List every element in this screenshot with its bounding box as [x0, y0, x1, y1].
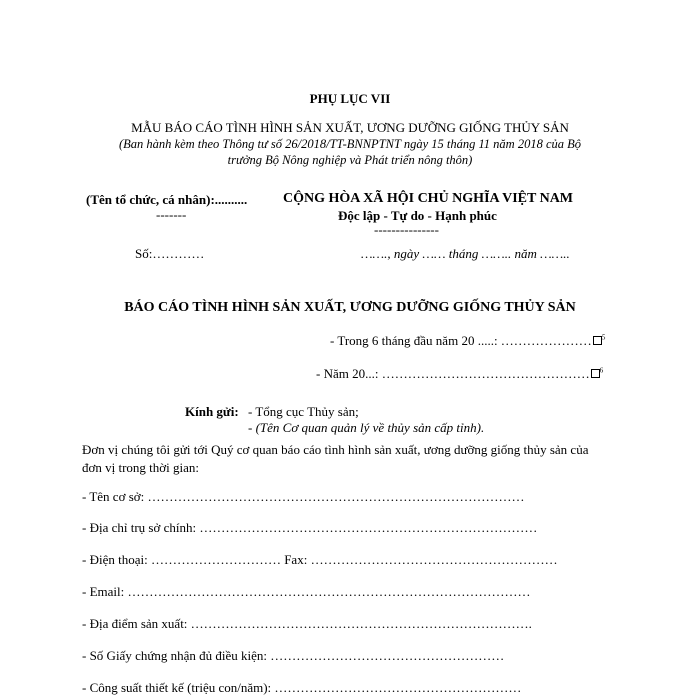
period-half-year — [330, 333, 605, 349]
report-title: BÁO CÁO TÌNH HÌNH SẢN XUẤT, ƯƠNG DƯỠNG GIỐNG THỦY SẢN — [124, 300, 576, 315]
period-year — [316, 366, 603, 382]
form-title: MẪU BÁO CÁO TÌNH HÌNH SẢN XUẤT, ƯƠNG DƯỠNG GIỐNG THỦY SẢN — [131, 120, 569, 135]
checkbox-year[interactable] — [591, 369, 600, 378]
recipient-label: Kính gửi: — [185, 404, 239, 419]
recipient-2: - (Tên Cơ quan quản lý về thủy sản cấp tỉnh). — [248, 420, 485, 435]
recipient-1: - Tổng cục Thủy sản; — [248, 404, 359, 419]
republic-heading: CỘNG HÒA XÃ HỘI CHỦ NGHĨA VIỆT NAM — [283, 191, 574, 206]
field-production-location: - Địa điểm sản xuất: ……………………………………………………………………. — [82, 616, 532, 631]
org-divider: ------- — [156, 207, 187, 222]
period-half-year-label: - Trong 6 tháng đầu năm 20 .....: ………………… — [330, 333, 592, 348]
issued-line-1: (Ban hành kèm theo Thông tư số 26/2018/TT-BNNPTNT ngày 15 tháng 11 năm 2018 của Bộ — [118, 137, 582, 151]
org-name-label: (Tên tổ chức, cá nhân):.......... — [86, 192, 248, 207]
field-email: - Email: ………………………………………………………………………………… — [82, 584, 531, 599]
appendix-heading: PHỤ LỤC VII — [309, 91, 391, 106]
footnote-6: 6 — [599, 366, 604, 375]
field-certificate-number: - Số Giấy chứng nhận đủ điều kiện: ……………………………………………… — [82, 648, 505, 663]
field-design-capacity: - Công suất thiết kế (triệu con/năm): ………………………………………………… — [82, 680, 522, 695]
field-facility-name: - Tên cơ sở: …………………………………………………………………………… — [82, 489, 525, 504]
intro-line-1: Đơn vị chúng tôi gửi tới Quý cơ quan báo cáo tình hình sản xuất, ương dưỡng giống thủy sản của — [82, 442, 589, 457]
period-year-label: - Năm 20...: ………………………………………… — [316, 366, 590, 381]
footnote-5: 5 — [601, 333, 606, 342]
field-phone-fax: - Điện thoại: ………………………… Fax: ………………………………………………… — [82, 552, 558, 567]
document-number: Số:………… — [135, 246, 205, 261]
intro-line-2: đơn vị trong thời gian: — [82, 460, 200, 475]
motto-divider: --------------- — [374, 222, 439, 237]
date-line: ……., ngày …… tháng …….. năm …….. — [361, 246, 570, 261]
motto: Độc lập - Tự do - Hạnh phúc — [338, 208, 497, 223]
checkbox-half-year[interactable] — [593, 336, 602, 345]
field-head-office: - Địa chỉ trụ sở chính: …………………………………………………………………… — [82, 520, 538, 535]
issued-line-2: trưởng Bộ Nông nghiệp và Phát triển nông thôn) — [227, 153, 473, 167]
